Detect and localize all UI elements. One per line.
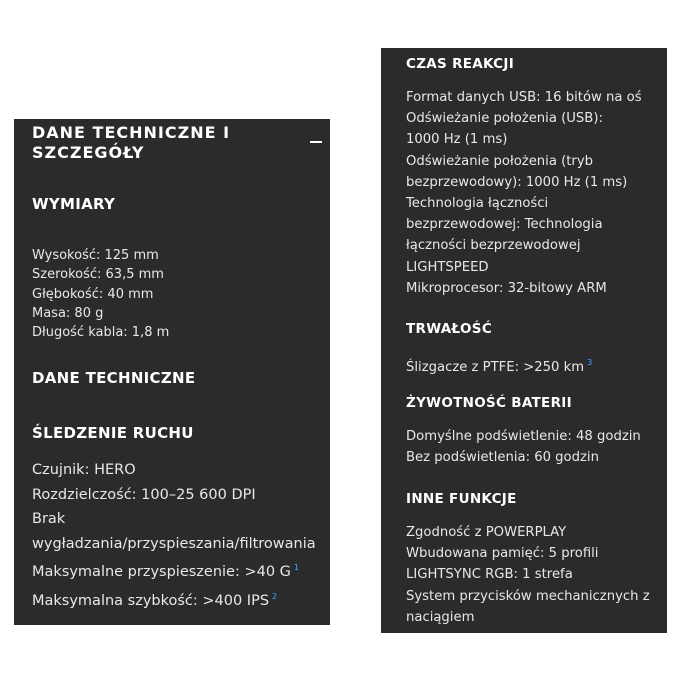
other-features-list xyxy=(406,522,650,628)
dimensions-list xyxy=(32,246,169,342)
footnote-link[interactable]: 1 xyxy=(293,563,300,572)
spec-text: Ślizgacze z PTFE: >250 km xyxy=(406,360,585,375)
spec-item: Rozdzielczość: 100–25 600 DPI xyxy=(32,486,256,503)
spec-item: Technologia łączności xyxy=(406,196,549,212)
tracking-title: ŚLEDZENIE RUCHU xyxy=(32,424,194,442)
right-spec-panel xyxy=(381,48,667,633)
other-features-title: INNE FUNKCJE xyxy=(406,491,517,507)
tracking-list xyxy=(32,458,316,613)
spec-item: Zgodność z POWERPLAY xyxy=(406,525,567,540)
spec-item: Odświeżanie położenia (USB): xyxy=(406,111,603,127)
spec-text: Maksymalna szybkość: >400 IPS xyxy=(32,592,270,609)
spec-item: Format danych USB: 16 bitów na oś xyxy=(406,90,642,105)
spec-item-with-footnote xyxy=(32,585,316,614)
battery-title: ŻYWOTNOŚĆ BATERII xyxy=(406,395,572,411)
dimensions-title: WYMIARY xyxy=(32,195,116,213)
spec-item: Bez podświetlenia: 60 godzin xyxy=(406,450,599,466)
durability-list xyxy=(406,352,592,378)
footnote-link[interactable]: 2 xyxy=(272,591,278,601)
spec-text: Maksymalne przyspieszenie: >40 G xyxy=(32,564,291,580)
response-list xyxy=(406,87,642,299)
spec-item-with-footnote xyxy=(32,556,316,585)
battery-list xyxy=(406,426,641,468)
spec-item: Mikroprocesor: 32-bitowy ARM xyxy=(406,280,607,296)
spec-item-with-footnote xyxy=(406,352,592,378)
tech-data-title: DANE TECHNICZNE xyxy=(32,369,196,387)
spec-item: naciągiem xyxy=(406,609,475,625)
footnote-link[interactable]: 3 xyxy=(587,358,593,367)
spec-item: Wysokość: 125 mm xyxy=(32,248,159,263)
spec-item: 1000 Hz (1 ms) xyxy=(406,132,508,148)
spec-item: bezprzewodowej: Technologia xyxy=(406,217,603,233)
spec-item: Wbudowana pamięć: 5 profili xyxy=(406,546,599,562)
spec-item: Brak xyxy=(32,511,66,527)
spec-item: LIGHTSYNC RGB: 1 strefa xyxy=(406,567,573,583)
spec-item: wygładzania/przyspieszania/filtrowania xyxy=(32,535,316,552)
spec-item: Szerokość: 63,5 mm xyxy=(32,267,164,283)
response-title: CZAS REAKCJI xyxy=(406,56,515,72)
spec-item: LIGHTSPEED xyxy=(406,259,489,275)
section-title: DANE TECHNICZNE I SZCZEGÓŁY xyxy=(32,123,231,162)
spec-item: Odświeżanie położenia (tryb xyxy=(406,153,594,169)
spec-item: łączności bezprzewodowej xyxy=(406,238,581,254)
spec-item: Długość kabla: 1,8 m xyxy=(32,325,170,341)
spec-item: System przycisków mechanicznych z xyxy=(406,588,650,604)
left-spec-panel xyxy=(14,119,330,625)
spec-item: Głębokość: 40 mm xyxy=(32,286,154,302)
durability-title: TRWAŁOŚĆ xyxy=(406,321,493,337)
spec-item: bezprzewodowy): 1000 Hz (1 ms) xyxy=(406,174,628,190)
spec-item: Domyślne podświetlenie: 48 godzin xyxy=(406,429,641,444)
minus-icon[interactable] xyxy=(310,141,322,143)
spec-item: Czujnik: HERO xyxy=(32,462,136,478)
spec-item: Masa: 80 g xyxy=(32,305,104,321)
